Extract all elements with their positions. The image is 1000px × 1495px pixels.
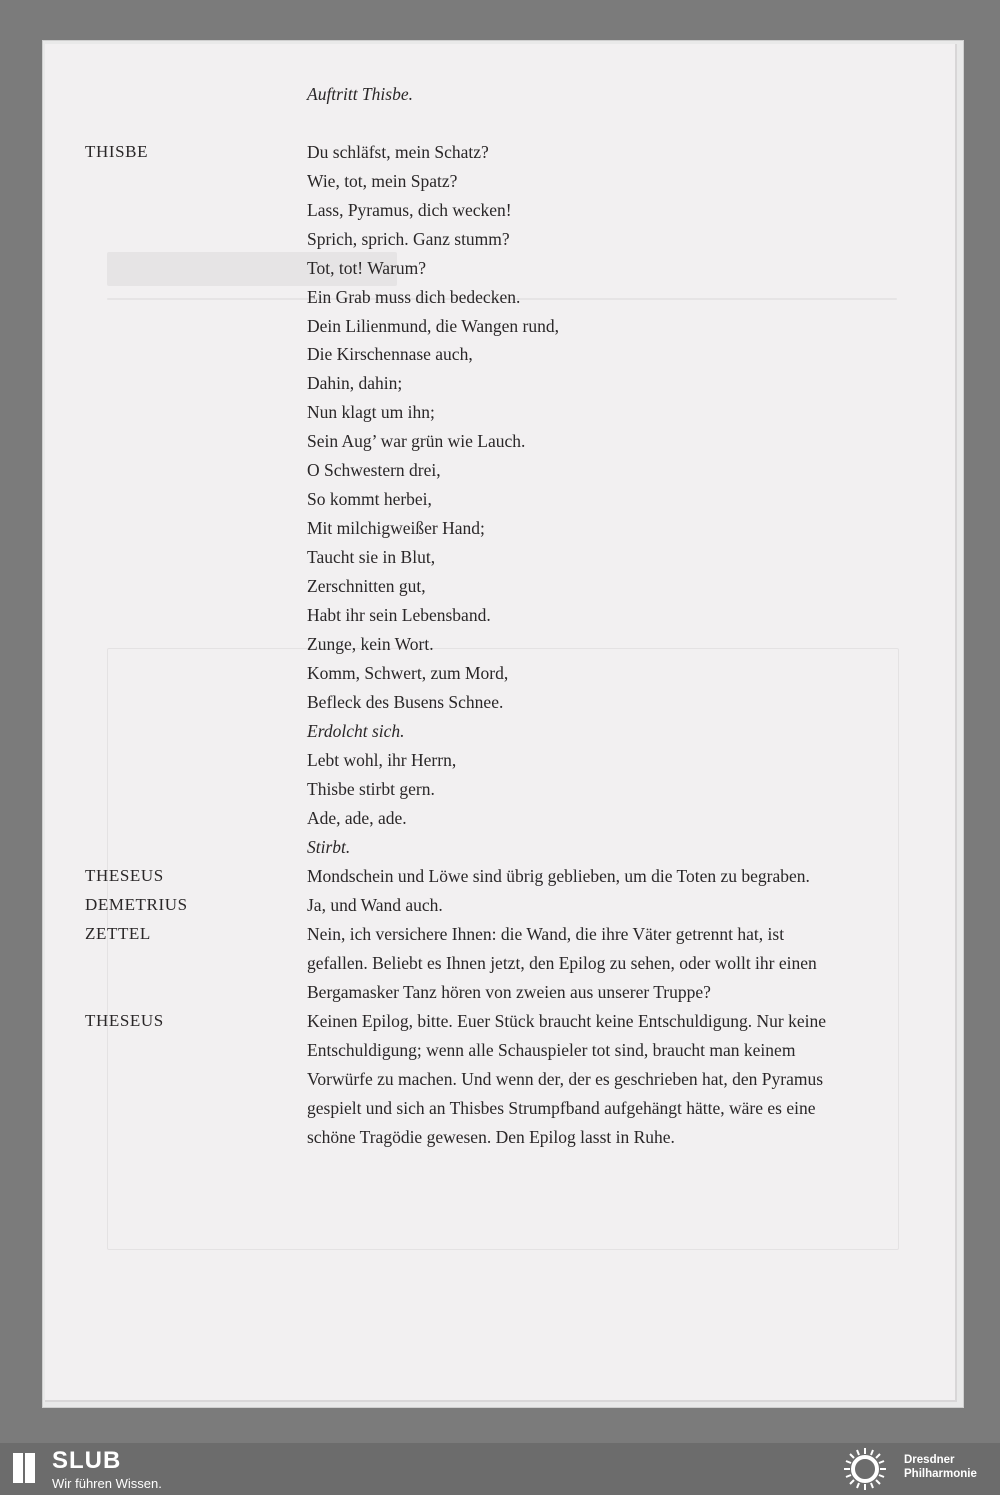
speaker-theseus: THESEUS	[85, 1011, 164, 1030]
stage-direction-stabs: Erdolcht sich.	[307, 721, 405, 741]
theseus-final-line: Entschuldigung; wenn alle Schauspieler tot sind, braucht man keinem	[307, 1040, 796, 1060]
theseus-final-line: Keinen Epilog, bitte. Euer Stück braucht keine Entschuldigung. Nur keine	[307, 1011, 827, 1031]
speaker-zettel: ZETTEL	[85, 924, 151, 943]
thisbe-line: Lass, Pyramus, dich wecken!	[307, 200, 512, 220]
thisbe-line: Nun klagt um ihn;	[307, 402, 435, 422]
theseus-final-line: schöne Tragödie gewesen. Den Epilog lasst in Ruhe.	[307, 1127, 675, 1147]
thisbe-line: Zunge, kein Wort.	[307, 634, 434, 654]
demetrius-line: Ja, und Wand auch.	[307, 895, 443, 915]
zettel-line: Nein, ich versichere Ihnen: die Wand, die ihre Väter getrennt hat, ist	[307, 924, 785, 944]
orchestra-name	[904, 1453, 977, 1481]
thisbe-line: O Schwestern drei,	[307, 460, 441, 480]
thisbe-line: Mit milchigweißer Hand;	[307, 518, 485, 538]
speaker-demetrius: DEMETRIUS	[85, 895, 188, 914]
play-script	[45, 44, 957, 1402]
zettel-line: gefallen. Beliebt es Ihnen jetzt, den Epilog zu sehen, oder wollt ihr einen	[307, 953, 817, 973]
thisbe-line: Zerschnitten gut,	[307, 576, 426, 596]
thisbe-line: Dahin, dahin;	[307, 373, 403, 393]
book-icon	[10, 1449, 40, 1489]
thisbe-line: Wie, tot, mein Spatz?	[307, 171, 458, 191]
document-page	[45, 44, 957, 1402]
thisbe-line: Du schläfst, mein Schatz?	[307, 142, 489, 162]
thisbe-line: Taucht sie in Blut,	[307, 547, 436, 567]
speaker-theseus: THESEUS	[85, 866, 164, 885]
zettel-line: Bergamasker Tanz hören von zweien aus unserer Truppe?	[307, 982, 711, 1002]
theseus-final-line: Vorwürfe zu machen. Und wenn der, der es geschrieben hat, den Pyramus	[307, 1069, 824, 1089]
thisbe-line: Tot, tot! Warum?	[307, 258, 427, 278]
thisbe-line: Sprich, sprich. Ganz stumm?	[307, 229, 510, 249]
thisbe-line: Befleck des Busens Schnee.	[307, 692, 504, 712]
thisbe-final-line: Thisbe stirbt gern.	[307, 779, 435, 799]
orchestra-name-line2: Philharmonie	[904, 1468, 977, 1480]
stage-direction-dies: Stirbt.	[307, 837, 351, 857]
thisbe-line: Komm, Schwert, zum Mord,	[307, 663, 509, 683]
library-tagline: Wir führen Wissen.	[52, 1476, 162, 1491]
stage-direction-entry: Auftritt Thisbe.	[307, 84, 413, 104]
thisbe-final-line: Lebt wohl, ihr Herrn,	[307, 750, 457, 770]
speaker-thisbe: THISBE	[85, 142, 149, 161]
theseus-line: Mondschein und Löwe sind übrig geblieben, um die Toten zu begraben.	[307, 866, 810, 886]
sunburst-logo-icon[interactable]	[840, 1446, 890, 1492]
orchestra-name-line1: Dresdner	[904, 1454, 955, 1466]
thisbe-line: Die Kirschennase auch,	[307, 344, 473, 364]
library-name[interactable]: SLUB	[52, 1447, 122, 1474]
theseus-final-line: gespielt und sich an Thisbes Strumpfband aufgehängt hätte, wäre es eine	[307, 1098, 816, 1118]
thisbe-line: Ein Grab muss dich bedecken.	[307, 287, 521, 307]
footer-bar	[0, 1443, 1000, 1495]
thisbe-line: Sein Aug’ war grün wie Lauch.	[307, 431, 526, 451]
thisbe-line: Habt ihr sein Lebensband.	[307, 605, 491, 625]
thisbe-line: Dein Lilienmund, die Wangen rund,	[307, 316, 559, 336]
thisbe-final-line: Ade, ade, ade.	[307, 808, 407, 828]
thisbe-line: So kommt herbei,	[307, 489, 432, 509]
